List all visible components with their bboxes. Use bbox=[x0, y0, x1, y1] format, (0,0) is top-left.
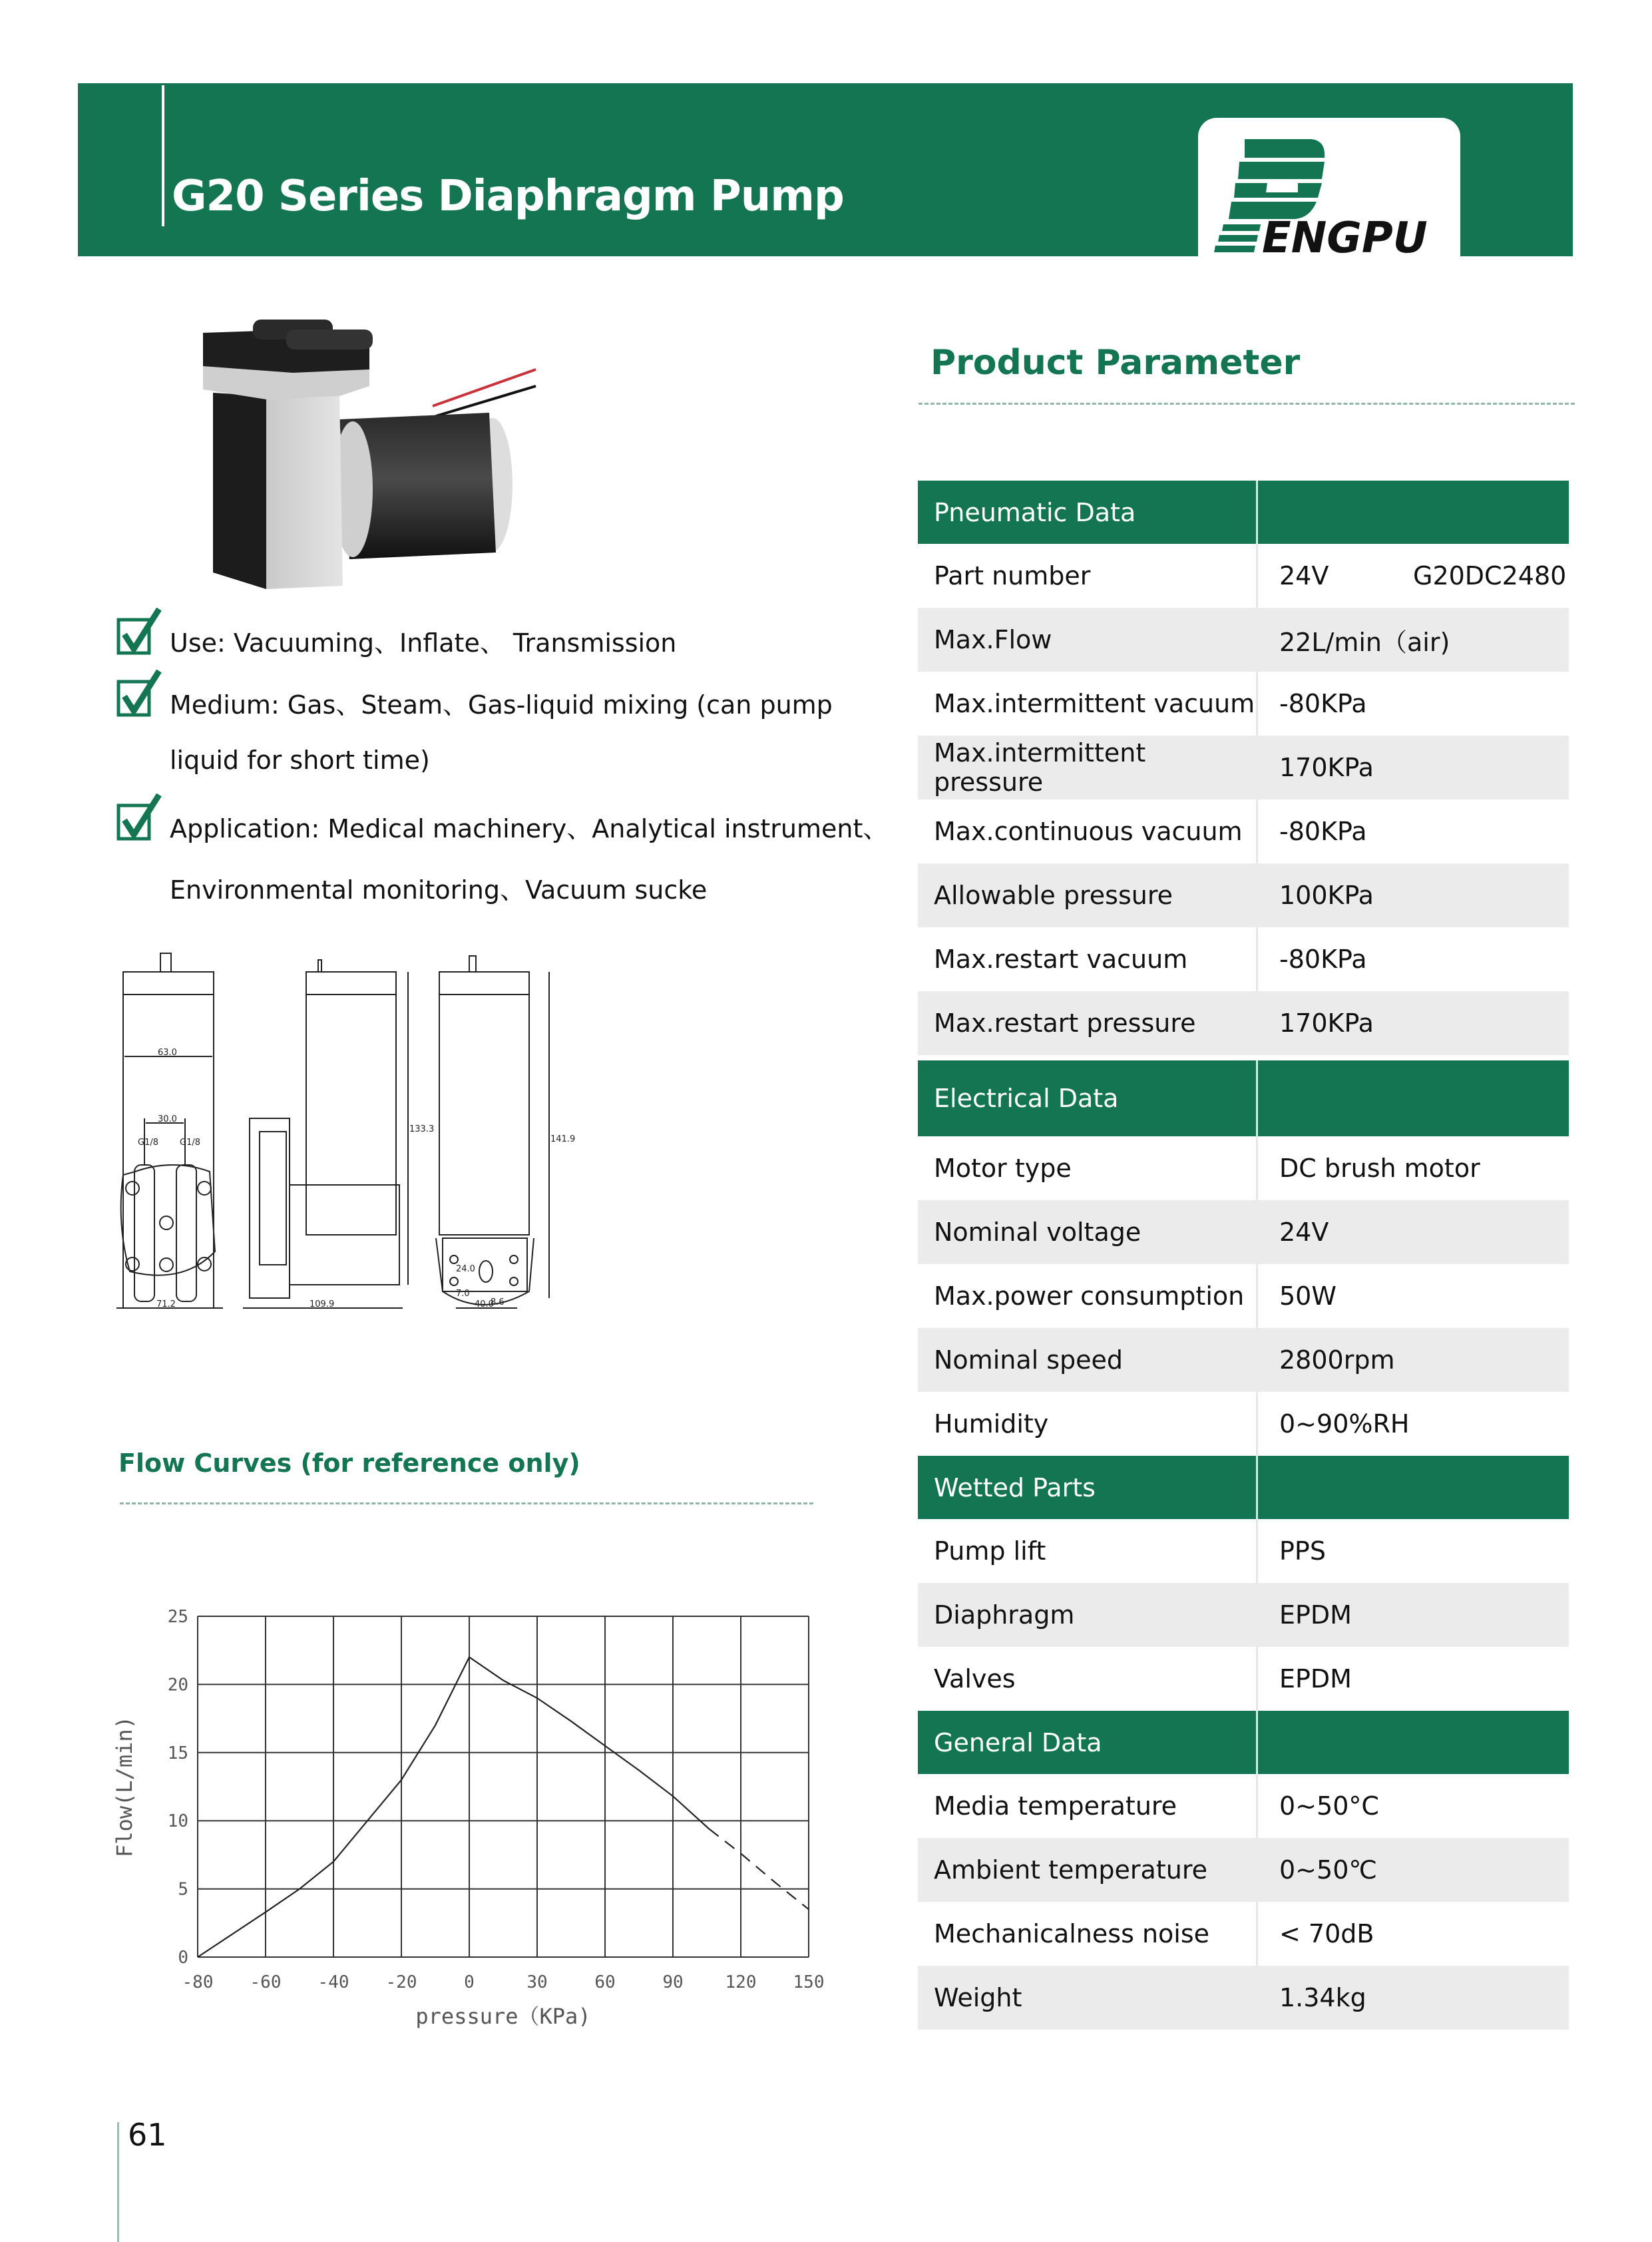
table-row: Humidity 0~90%RH bbox=[918, 1392, 1569, 1456]
x-tick-label: 30 bbox=[526, 1972, 548, 1992]
svg-text:G1/8: G1/8 bbox=[138, 1138, 158, 1148]
table-row: Max.intermittent pressure 170KPa bbox=[918, 736, 1569, 799]
x-tick-label: -60 bbox=[250, 1972, 282, 1992]
svg-text:30.0: 30.0 bbox=[158, 1114, 177, 1124]
table-row: Nominal speed 2800rpm bbox=[918, 1328, 1569, 1392]
x-tick-label: 0 bbox=[464, 1972, 475, 1992]
y-tick-label: 15 bbox=[167, 1743, 188, 1763]
x-tick-label: -40 bbox=[317, 1972, 349, 1992]
svg-text:8.6: 8.6 bbox=[491, 1297, 505, 1307]
checkbox-checked-icon bbox=[116, 670, 167, 726]
table-row: Max.restart pressure 170KPa bbox=[918, 991, 1569, 1055]
y-tick-label: 0 bbox=[178, 1948, 188, 1968]
page-number: 61 bbox=[128, 2117, 167, 2153]
flow-chart bbox=[106, 1584, 852, 2050]
front-view bbox=[116, 953, 223, 1308]
table-row: Media temperature 0~50°C bbox=[918, 1774, 1569, 1838]
table-row: Part number 24V G20DC2480 bbox=[918, 544, 1569, 608]
x-tick-label: -80 bbox=[182, 1972, 214, 1992]
svg-text:141.9: 141.9 bbox=[550, 1134, 576, 1144]
svg-text:109.9: 109.9 bbox=[310, 1299, 335, 1309]
x-tick-label: 60 bbox=[594, 1972, 616, 1992]
product-parameter-heading: Product Parameter bbox=[930, 343, 1301, 383]
parameter-table bbox=[918, 481, 1569, 2030]
brand-logo-icon bbox=[1198, 118, 1460, 256]
table-row: Diaphragm EPDM bbox=[918, 1583, 1569, 1647]
table-row: Motor type DC brush motor bbox=[918, 1136, 1569, 1200]
flow-curve bbox=[198, 1657, 709, 1957]
feature-application-cont: Environmental monitoring、Vacuum sucke bbox=[170, 875, 708, 905]
part-number-code: G20DC2480 bbox=[1413, 561, 1567, 590]
svg-text:40.0: 40.0 bbox=[475, 1299, 494, 1309]
table-row: Allowable pressure 100KPa bbox=[918, 863, 1569, 927]
section-header-electrical: Electrical Data bbox=[918, 1060, 1569, 1136]
product-photo bbox=[193, 306, 552, 599]
footer-rule bbox=[117, 2122, 119, 2242]
table-row: Max.restart vacuum -80KPa bbox=[918, 927, 1569, 991]
x-tick-label: 150 bbox=[793, 1972, 825, 1992]
x-tick-label: 120 bbox=[725, 1972, 757, 1992]
table-row: Mechanicalness noise < 70dB bbox=[918, 1902, 1569, 1966]
flow-curves-heading: Flow Curves (for reference only) bbox=[118, 1449, 580, 1478]
table-row: Ambient temperature 0~50℃ bbox=[918, 1838, 1569, 1902]
section-header-wetted: Wetted Parts bbox=[918, 1456, 1569, 1519]
flow-curve bbox=[709, 1829, 809, 1910]
dimension-drawings bbox=[110, 945, 842, 1318]
svg-text:7.0: 7.0 bbox=[456, 1289, 470, 1299]
svg-text:ENGPU: ENGPU bbox=[1262, 214, 1428, 256]
page-title: G20 Series Diaphragm Pump bbox=[172, 172, 844, 221]
table-row: Max.power consumption 50W bbox=[918, 1264, 1569, 1328]
table-row: Nominal voltage 24V bbox=[918, 1200, 1569, 1264]
brand-logo bbox=[1198, 118, 1460, 256]
svg-text:71.2: 71.2 bbox=[156, 1299, 176, 1309]
side-view bbox=[243, 960, 408, 1308]
table-row: Weight 1.34kg bbox=[918, 1966, 1569, 2030]
x-tick-label: 90 bbox=[662, 1972, 684, 1992]
svg-text:G1/8: G1/8 bbox=[180, 1138, 200, 1148]
header-divider bbox=[162, 85, 164, 226]
section-header-general: General Data bbox=[918, 1711, 1569, 1774]
table-row: Max.intermittent vacuum -80KPa bbox=[918, 672, 1569, 736]
x-axis-label: pressure（KPa) bbox=[415, 2004, 591, 2029]
back-view bbox=[436, 956, 549, 1308]
feature-medium-cont: liquid for short time) bbox=[170, 746, 430, 775]
table-row: Pump lift PPS bbox=[918, 1519, 1569, 1583]
checkbox-checked-icon bbox=[116, 608, 167, 664]
table-row: Max.Flow 22L/min（air) bbox=[918, 608, 1569, 672]
svg-text:133.3: 133.3 bbox=[409, 1124, 435, 1134]
y-tick-label: 20 bbox=[167, 1675, 188, 1695]
x-tick-label: -20 bbox=[385, 1972, 417, 1992]
svg-text:63.0: 63.0 bbox=[158, 1048, 177, 1058]
y-tick-label: 10 bbox=[167, 1811, 188, 1832]
y-tick-label: 5 bbox=[178, 1879, 188, 1900]
table-row: Max.continuous vacuum -80KPa bbox=[918, 799, 1569, 863]
flow-heading-divider bbox=[120, 1502, 813, 1504]
checkbox-checked-icon bbox=[116, 793, 167, 850]
section-header-pneumatic: Pneumatic Data bbox=[918, 481, 1569, 544]
y-tick-label: 25 bbox=[167, 1607, 188, 1627]
table-row: Valves EPDM bbox=[918, 1647, 1569, 1711]
y-axis-label: Flow(L/min) bbox=[112, 1716, 137, 1857]
svg-text:24.0: 24.0 bbox=[456, 1264, 475, 1274]
heading-divider bbox=[919, 403, 1575, 405]
